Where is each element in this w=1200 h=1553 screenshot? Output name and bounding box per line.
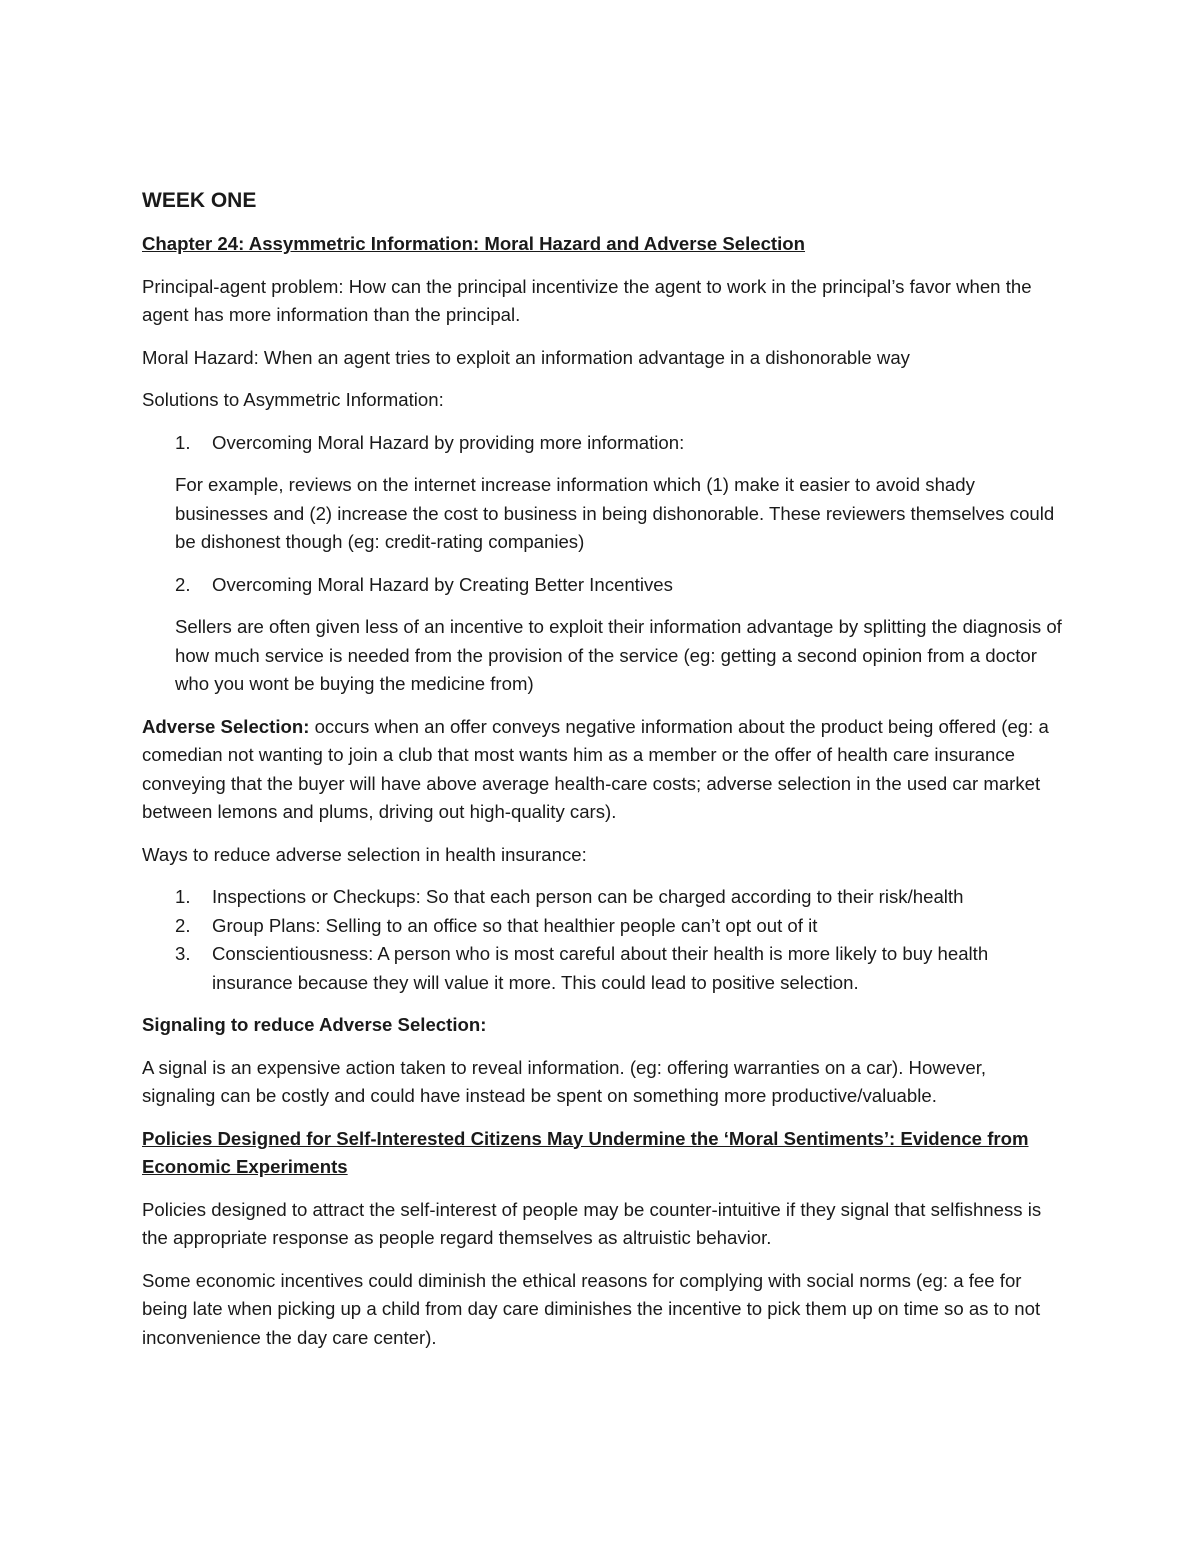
ways-heading: Ways to reduce adverse selection in health insurance:	[142, 843, 587, 865]
policies-paragraph-1: Policies designed to attract the self-interest of people may be counter-intuitive if they signal that selfishness is the appropriate response as people regard themselves as altruistic behavior.	[142, 1198, 1042, 1248]
list-item-text: Group Plans: Selling to an office so that healthier people can’t opt out of it	[212, 914, 818, 936]
solution-1-body: For example, reviews on the internet increase information which (1) make it easier to avoid shady businesses and (2) increase the cost to business in being dishonorable. These reviewers themselves could be dishonest though (eg: credit-rating companies)	[175, 474, 1055, 552]
signaling-heading: Signaling to reduce Adverse Selection:	[142, 1014, 487, 1035]
adverse-selection-paragraph	[142, 713, 1062, 827]
list-item-number: 2.	[175, 914, 191, 936]
list-item-number: 1.	[175, 886, 191, 907]
document-page	[142, 186, 1062, 1366]
adverse-selection-body: occurs when an offer conveys negative information about the product being offered (eg: a comedian not wanting to join a club that most wants him as a member or the offer of health care insurance conveying that the buyer will have above average health-care costs; adverse selection in the used car market between lemons and plums, driving out high-quality cars).	[142, 715, 1049, 822]
adverse-selection-term: Adverse Selection:	[142, 715, 310, 737]
principal-agent-paragraph: Principal-agent problem: How can the principal incentivize the agent to work in the principal’s favor when the agent has more information than the principal.	[142, 275, 1032, 325]
chapter-heading: Chapter 24: Assymmetric Information: Moral Hazard and Adverse Selection	[142, 233, 806, 254]
week-title: WEEK ONE	[142, 189, 257, 212]
policies-paragraph-2: Some economic incentives could diminish the ethical reasons for complying with social norms (eg: a fee for being late when picking up a child from day care diminishes the incentive to pick them up on time so as to not inconvenience the day care center).	[142, 1269, 1041, 1348]
solution-2-title: Overcoming Moral Hazard by Creating Better Incentives	[212, 573, 673, 595]
list-item-text: Conscientiousness: A person who is most careful about their health is more likely to buy health insurance because they will value it more. This could lead to positive selection.	[212, 943, 989, 993]
solution-2-body: Sellers are often given less of an incentive to exploit their information advantage by splitting the diagnosis of how much service is needed from the provision of the service (eg: getting a second opinion from a doctor who you wont be buying the medicine from)	[175, 616, 1062, 694]
signaling-paragraph: A signal is an expensive action taken to reveal information. (eg: offering warranties on a car). However, signaling can be costly and could have instead be spent on something more productive/valuable.	[142, 1056, 987, 1106]
solutions-heading: Solutions to Asymmetric Information:	[142, 389, 444, 410]
solution-2-number: 2.	[175, 573, 191, 595]
list-item	[142, 940, 1062, 997]
moral-hazard-paragraph: Moral Hazard: When an agent tries to exploit an information advantage in a dishonorable way	[142, 346, 910, 368]
list-item-text: Inspections or Checkups: So that each person can be charged according to their risk/health	[212, 886, 964, 907]
list-item	[142, 883, 1062, 912]
list-item-number: 3.	[175, 943, 191, 964]
list-item	[142, 912, 1062, 941]
ways-list	[142, 883, 1062, 997]
policies-heading: Policies Designed for Self-Interested Citizens May Undermine the ‘Moral Sentiments’: Evidence from Economic Experiments	[142, 1127, 1029, 1177]
solution-1-item	[142, 429, 1062, 458]
solution-2-item	[142, 571, 1062, 600]
solution-1-title: Overcoming Moral Hazard by providing more information:	[212, 431, 685, 453]
solution-1-number: 1.	[175, 431, 191, 453]
